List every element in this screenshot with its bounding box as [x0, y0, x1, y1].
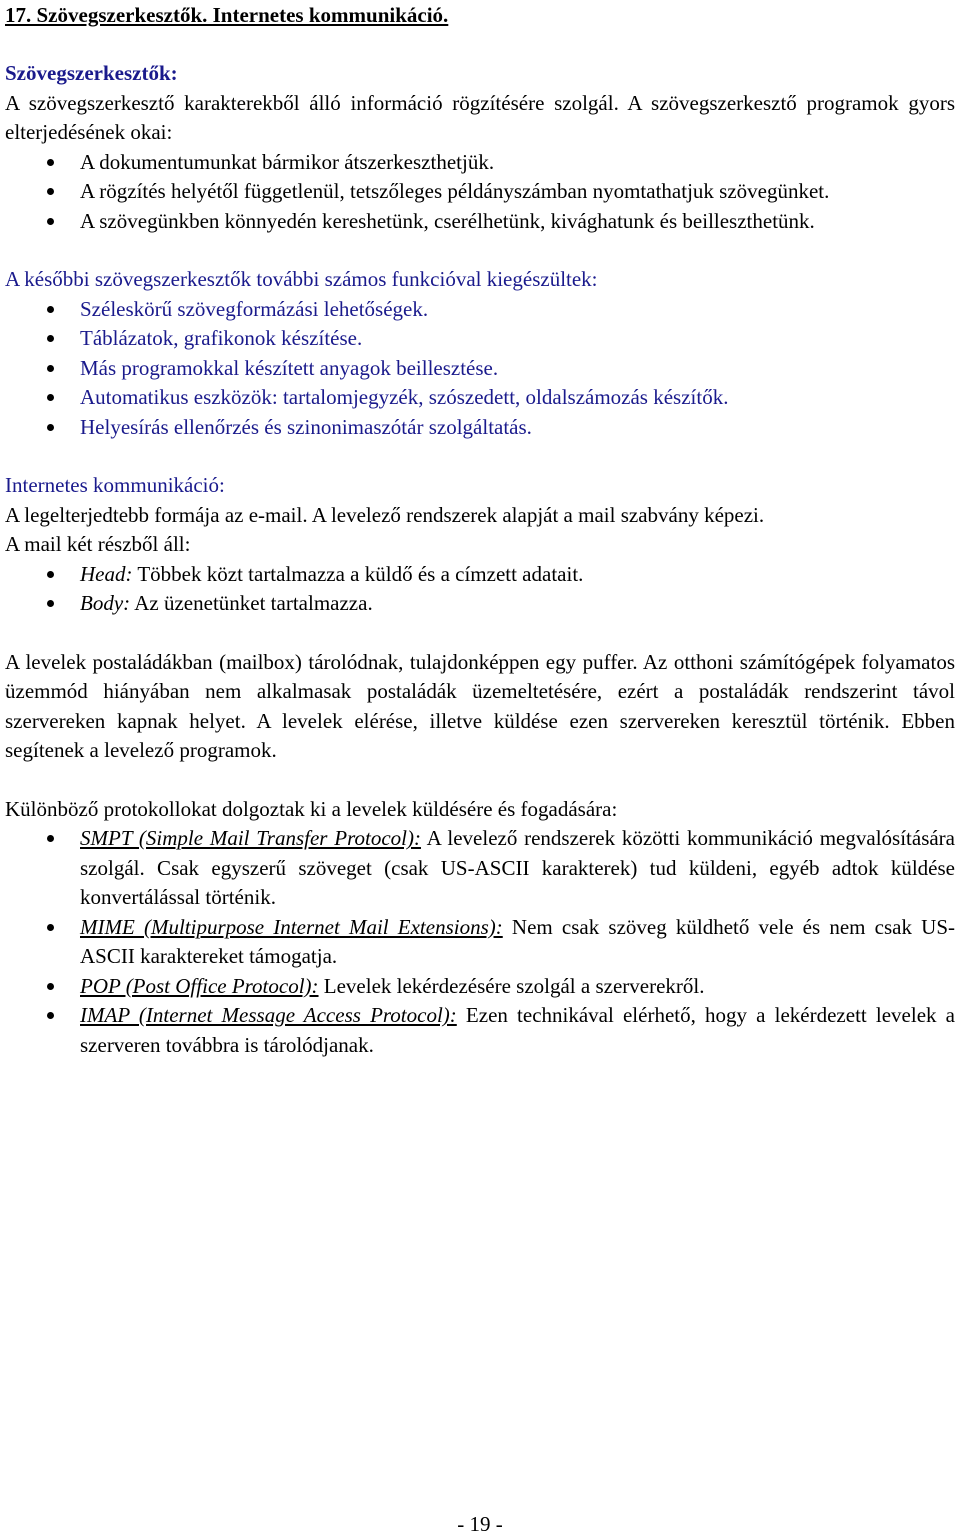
protocol-description: A levelező rendszerek közötti kommunikáció megvalósítására szolgál. Csak egyszerű szöveget (csak US-ASCII karakterek) tud küldeni, egyéb adtok küldése konvertálással történik. [80, 826, 956, 909]
bullet-icon [47, 600, 54, 607]
paragraph-intro: A szövegszerkesztő karakterekből álló információ rögzítésére szolgál. A szövegszerkesztő programok gyors elterjedésének okai: [5, 90, 955, 144]
bullet-icon [47, 188, 54, 195]
protocol-description: Ezen technikával elérhető, hogy a lekérdezett levelek a szerveren továbbra is tárolódjanak. [80, 1003, 955, 1057]
bullet-icon [47, 365, 54, 372]
spacer [5, 619, 955, 648]
list-item [5, 148, 955, 178]
list-item [5, 177, 955, 207]
bullet-icon [47, 424, 54, 431]
paragraph-protocols-intro: Különböző protokollokat dolgoztak ki a levelek küldésére és fogadására: [5, 796, 618, 821]
spacer [5, 30, 955, 59]
protocol-description: Nem csak szöveg küldhető vele és nem csak US-ASCII karaktereket támogatja. [80, 914, 955, 968]
page-number: - 19 - [457, 1512, 503, 1536]
list-item [5, 383, 955, 413]
term-head: Head: [80, 561, 133, 586]
term-body: Body: [80, 591, 131, 615]
bullet-icon [47, 394, 54, 401]
list-item [5, 824, 955, 913]
list-item-text: A dokumentumunkat bármikor átszerkeszthetjük. [80, 149, 495, 174]
page-title: 17. Szövegszerkesztők. Internetes kommunikáció. [5, 3, 449, 27]
list-item-text: Más programokkal készített anyagok beillesztése. [80, 355, 499, 380]
list-item-text: Széleskörű szövegformázási lehetőségek. [80, 296, 429, 321]
bullet-icon [47, 335, 54, 342]
paragraph-mail-parts: A mail két részből áll: [5, 532, 191, 556]
bullet-list-mail-parts [5, 560, 955, 619]
list-item-text: Automatikus eszközök: tartalomjegyzék, szószedett, oldalszámozás készítők. [80, 385, 729, 409]
protocol-pop: POP (Post Office Protocol): [80, 973, 319, 998]
section-heading-text-editors: Szövegszerkesztők: [5, 61, 178, 85]
list-item [5, 589, 955, 619]
bullet-icon [47, 218, 54, 225]
list-item-text: A szövegünkben könnyedén kereshetünk, cserélhetünk, kivághatunk és beilleszthetünk. [80, 208, 815, 233]
bullet-icon [47, 983, 54, 990]
spacer [5, 442, 955, 471]
document-page [5, 0, 955, 1060]
spacer [5, 236, 955, 265]
list-item-text: Táblázatok, grafikonok készítése. [80, 326, 363, 350]
term-description: Többek közt tartalmazza a küldő és a címzett adatait. [132, 561, 584, 586]
bullet-icon [47, 571, 54, 578]
paragraph-email: A legelterjedtebb formája az e-mail. A levelező rendszerek alapját a mail szabvány képezi. [5, 502, 765, 527]
list-item [5, 413, 955, 443]
bullet-icon [47, 159, 54, 166]
list-item-text: Helyesírás ellenőrzés és szinonimaszótár szolgáltatás. [80, 414, 532, 439]
list-item [5, 295, 955, 325]
bullet-list-reasons [5, 148, 955, 237]
list-item [5, 1001, 955, 1060]
spacer [5, 766, 955, 795]
bullet-icon [47, 1012, 54, 1019]
bullet-list-protocols [5, 824, 955, 1060]
list-item [5, 913, 955, 972]
paragraph-mailbox: A levelek postaládákban (mailbox) tárolódnak, tulajdonképpen egy puffer. Az otthoni számítógépek folyamatos üzemmód hiányában nem alkalmasak postaládák üzemeltetésére, ezért a postaládák rendszerint távol szervereken kapnak helyet. A levelek elérése, illetve küldése ezen szervereken keresztül történik. Ebben segítenek a levelező programok. [5, 649, 955, 762]
list-item [5, 354, 955, 384]
bullet-list-features [5, 295, 955, 443]
list-item [5, 207, 955, 237]
bullet-icon [47, 924, 54, 931]
list-item-text: A rögzítés helyétől függetlenül, tetszőleges példányszámban nyomtathatjuk szövegünket. [80, 179, 830, 203]
bullet-icon [47, 306, 54, 313]
section-heading-internet: Internetes kommunikáció: [5, 473, 225, 497]
list-item [5, 972, 955, 1002]
protocol-mime: MIME (Multipurpose Internet Mail Extensions): [80, 914, 503, 939]
bullet-icon [47, 835, 54, 842]
protocol-description: Levelek lekérdezésére szolgál a szerverekről. [318, 973, 705, 998]
protocol-imap: IMAP (Internet Message Access Protocol): [80, 1003, 457, 1027]
list-item [5, 560, 955, 590]
term-description: Az üzenetünket tartalmazza. [130, 591, 373, 615]
paragraph-later-intro: A későbbi szövegszerkesztők további számos funkcióval kiegészültek: [5, 267, 598, 291]
list-item [5, 324, 955, 354]
protocol-smtp: SMPT (Simple Mail Transfer Protocol): [80, 826, 421, 850]
